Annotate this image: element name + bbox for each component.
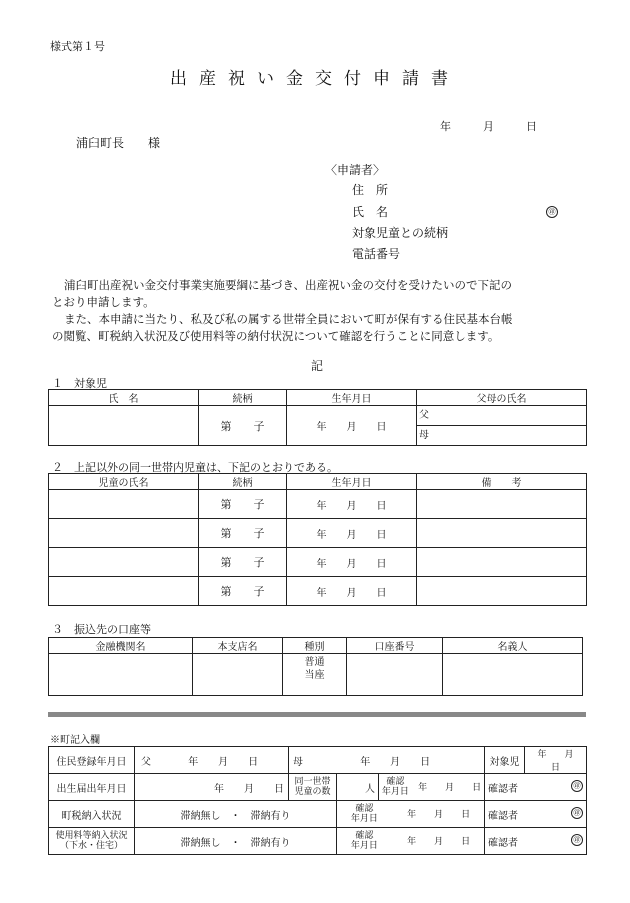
father-registration-date: 年 月 日 (188, 756, 259, 768)
fee-status-cell[interactable]: 滞納無し ・ 滞納有り (135, 828, 337, 855)
seal-icon: ㊞ (571, 807, 583, 819)
body-line: とおり申請します。 (52, 295, 155, 309)
child-relation-cell[interactable]: 第 子 (199, 406, 287, 446)
col-header-parents: 父母の氏名 (417, 390, 587, 406)
confirm-date-cell[interactable] (379, 774, 485, 801)
sibling-name-cell[interactable] (49, 548, 199, 577)
town-use-table (48, 746, 592, 855)
col-header-birthdate: 生年月日 (287, 390, 417, 406)
account-type-cell[interactable] (283, 654, 347, 696)
body-line: また、本申請に当たり、私及び私の属する世帯全員において町が保有する住民基本台帳 (64, 312, 513, 326)
col-header-account-number: 口座番号 (347, 638, 443, 654)
siblings-table (48, 473, 587, 606)
applicant-relation-label: 対象児童との続柄 (352, 226, 449, 240)
siblings-count-cell[interactable]: 人 (337, 774, 379, 801)
sibling-relation-cell[interactable]: 第 子 (199, 548, 287, 577)
col-header-name: 氏 名 (49, 390, 199, 406)
section-divider (48, 712, 586, 717)
form-number: 様式第１号 (50, 40, 105, 53)
confirmer-cell[interactable] (485, 801, 587, 828)
confirm-date: 年 月 日 (407, 836, 471, 847)
col-header-bank: 金融機関名 (49, 638, 193, 654)
applicant-heading: 〈申請者〉 (325, 163, 386, 177)
confirm-date-cell[interactable] (337, 828, 485, 855)
date-month: 月 (483, 120, 494, 133)
ki-heading: 記 (311, 359, 324, 373)
section1-heading: １ 対象児 (52, 377, 107, 390)
sibling-relation-cell[interactable]: 第 子 (199, 519, 287, 548)
mother-registration-cell[interactable] (289, 747, 485, 774)
birth-report-label: 出生届出年月日 (49, 774, 135, 801)
applicant-phone-label: 電話番号 (352, 247, 401, 261)
tax-status-cell[interactable]: 滞納無し ・ 滞納有り (135, 801, 337, 828)
confirm-date-cell[interactable] (337, 801, 485, 828)
confirmer-cell[interactable] (485, 774, 587, 801)
sibling-relation-cell[interactable]: 第 子 (199, 490, 287, 519)
father-name-cell[interactable]: 父 (417, 406, 587, 426)
confirmer-label: 確認者 (488, 783, 519, 795)
confirmer-label: 確認者 (488, 810, 519, 822)
col-header-branch: 本支店名 (193, 638, 283, 654)
child-label: 対象児 (485, 747, 525, 774)
mother-name-cell[interactable]: 母 (417, 426, 587, 446)
town-section-heading: ※町記入欄 (50, 735, 100, 746)
siblings-count-label: 同一世帯 児童の数 (289, 774, 337, 801)
body-line: 浦臼町出産祝い金交付事業実施要綱に基づき、出産祝い金の交付を受けたいので下記の (64, 278, 513, 292)
date-day: 日 (526, 120, 537, 133)
child-registration-date[interactable]: 年 月 日 (525, 747, 587, 774)
applicant-name-label: 氏 名 (352, 205, 389, 219)
section3-heading: ３ 振込先の口座等 (52, 623, 151, 636)
sibling-remarks-cell[interactable] (417, 519, 587, 548)
tax-status-label: 町税納入状況 (49, 801, 135, 828)
seal-icon: ㊞ (571, 834, 583, 846)
child-birthdate-cell[interactable]: 年 月 日 (287, 406, 417, 446)
sibling-relation-cell[interactable]: 第 子 (199, 577, 287, 606)
confirm-label: 確認 年月日 (350, 804, 378, 824)
sibling-birthdate-cell[interactable]: 年 月 日 (287, 490, 417, 519)
child-name-cell[interactable] (49, 406, 199, 446)
col-header-type: 種別 (283, 638, 347, 654)
bank-name-cell[interactable] (49, 654, 193, 696)
sibling-remarks-cell[interactable] (417, 490, 587, 519)
confirm-date: 年 月 日 (407, 809, 471, 820)
branch-name-cell[interactable] (193, 654, 283, 696)
date-line (440, 118, 537, 134)
account-type-current: 当座 (304, 670, 325, 681)
date-year: 年 (440, 120, 451, 133)
target-child-table (48, 389, 587, 446)
sibling-birthdate-cell[interactable]: 年 月 日 (287, 519, 417, 548)
col-header-holder: 名義人 (443, 638, 583, 654)
confirmer-cell[interactable] (485, 828, 587, 855)
page-title: 出産祝い金交付申請書 (170, 69, 460, 89)
account-type-ordinary: 普通 (304, 657, 325, 668)
father-registration-cell[interactable] (135, 747, 289, 774)
mother-label: 母 (293, 756, 303, 768)
confirmer-label: 確認者 (488, 837, 519, 849)
body-text (52, 277, 513, 345)
col-header-child-name: 児童の氏名 (49, 474, 199, 490)
resident-registration-label: 住民登録年月日 (49, 747, 135, 774)
sibling-birthdate-cell[interactable]: 年 月 日 (287, 548, 417, 577)
addressee: 浦臼町長 様 (76, 136, 161, 150)
sibling-name-cell[interactable] (49, 577, 199, 606)
account-number-cell[interactable] (347, 654, 443, 696)
sibling-name-cell[interactable] (49, 519, 199, 548)
seal-icon: ㊞ (546, 204, 558, 218)
table-row (49, 490, 587, 519)
account-holder-cell[interactable] (443, 654, 583, 696)
father-label: 父 (141, 756, 151, 768)
applicant-address-label: 住 所 (352, 183, 389, 197)
confirm-date: 年 月 日 (418, 782, 482, 793)
sibling-remarks-cell[interactable] (417, 548, 587, 577)
confirm-label: 確認 年月日 (381, 777, 409, 797)
table-row (49, 519, 587, 548)
birth-report-date[interactable]: 年 月 日 (135, 774, 289, 801)
table-row (49, 577, 587, 606)
sibling-name-cell[interactable] (49, 490, 199, 519)
col-header-relation: 続柄 (199, 474, 287, 490)
table-row (49, 548, 587, 577)
col-header-remarks: 備 考 (417, 474, 587, 490)
sibling-birthdate-cell[interactable]: 年 月 日 (287, 577, 417, 606)
seal-icon: ㊞ (571, 780, 583, 792)
sibling-remarks-cell[interactable] (417, 577, 587, 606)
bank-account-table (48, 637, 583, 696)
confirm-label: 確認 年月日 (350, 831, 378, 851)
mother-registration-date: 年 月 日 (360, 756, 431, 768)
section2-heading: ２ 上記以外の同一世帯内児童は、下記のとおりである。 (52, 461, 338, 474)
fee-status-label: 使用料等納入状況 （下水・住宅） (49, 828, 135, 855)
body-line: の閲覧、町税納入状況及び使用料等の納付状況について確認を行うことに同意します。 (52, 329, 500, 343)
col-header-birthdate: 生年月日 (287, 474, 417, 490)
col-header-relation: 続柄 (199, 390, 287, 406)
